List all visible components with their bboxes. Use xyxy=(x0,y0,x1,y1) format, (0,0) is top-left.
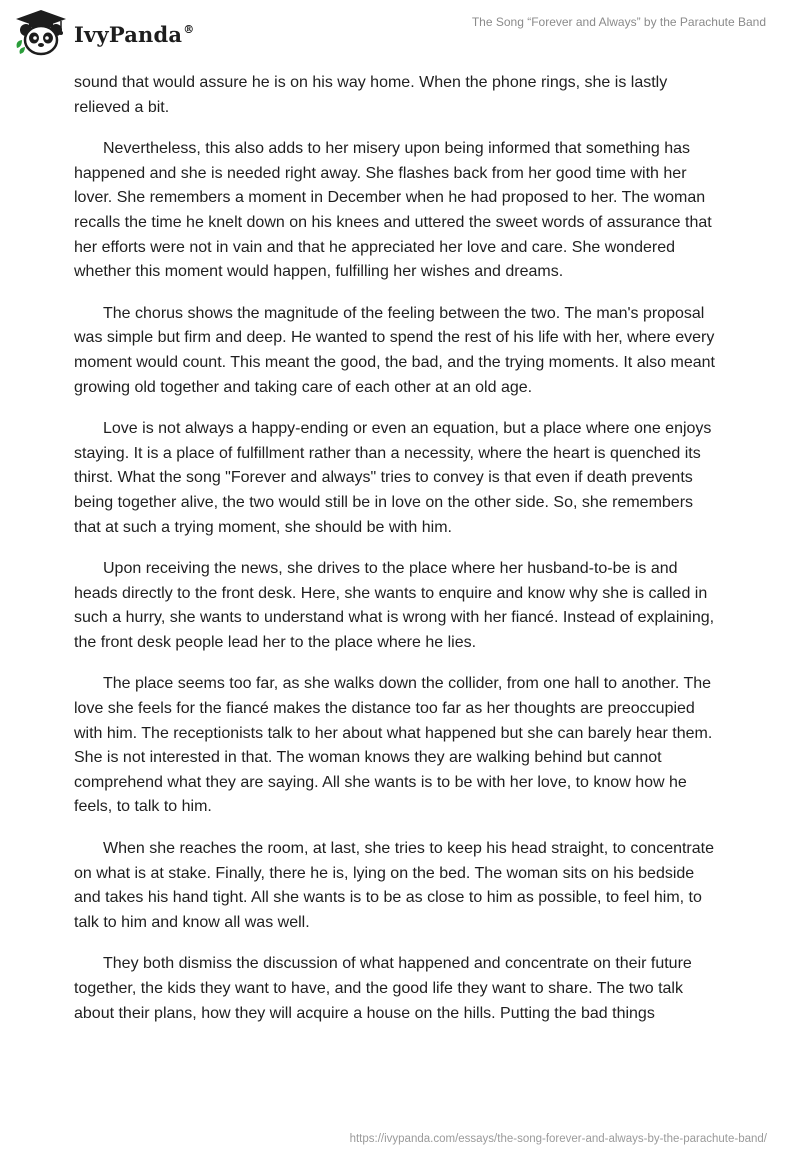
paragraph-7: When she reaches the room, at last, she tries to keep his head straight, to concentrate on what is at stake. Finally, there he is, lying on the bed. The woman sits on his bedside and takes his hand tight. All she wants is to be as close to him as possible, to feel him, to talk to him and know all was well. xyxy=(74,840,714,931)
paragraph-8: They both dismiss the discussion of what happened and concentrate on their future together, the kids they want to have, and the good life they want to share. The two talk about their plans, how they will acquire a house on the hills. Putting the bad things xyxy=(74,955,692,1022)
ivypanda-logo[interactable] xyxy=(14,8,194,56)
document-title: The Song “Forever and Always” by the Parachute Band xyxy=(471,15,766,29)
paragraph-1: sound that would assure he is on his way home. When the phone rings, she is lastly relieved a bit. xyxy=(74,74,668,116)
essay-body xyxy=(74,71,720,1043)
paragraph-6: The place seems too far, as she walks down the collider, from one hall to another. The love she feels for the fiancé makes the distance too far as her thoughts are preoccupied with him. The receptionists talk to her about what happened but she can barely hear them. She is not interested in that. The woman knows they are walking behind but cannot comprehend what they are saying. All she wants is to be with her love, to know how he feels, to talk to him. xyxy=(74,675,713,816)
page-header xyxy=(0,0,800,64)
source-url-link[interactable]: https://ivypanda.com/essays/the-song-forever-and-always-by-the-parachute-band/ xyxy=(349,1133,767,1145)
panda-graduate-icon xyxy=(14,8,68,56)
paragraph-5: Upon receiving the news, she drives to the place where her husband-to-be is and heads directly to the front desk. Here, she wants to enquire and know why she is called in such a hurry, she wants to understand what is wrong with her fiancé. Instead of explaining, the front desk people lead her to the place where he lies. xyxy=(74,560,715,651)
paragraph-2: Nevertheless, this also adds to her misery upon being informed that something has happened and she is needed right away. She flashes back from her good time with her lover. She remembers a moment in December when he had proposed to her. The woman recalls the time he knelt down on his knees and uttered the sweet words of assurance that her efforts were not in vain and that he appreciated her love and care. She wondered whether this moment would happen, fulfilling her wishes and dreams. xyxy=(74,140,712,281)
paragraph-4: Love is not always a happy-ending or even an equation, but a place where one enjoys staying. It is a place of fulfillment rather than a necessity, where the heart is quenched its thirst. What the song "Forever and always" tries to convey is that even if death prevents being together alive, the two would still be in love on the other side. So, she remembers that at such a trying moment, she should be with him. xyxy=(74,420,712,536)
paragraph-3: The chorus shows the magnitude of the feeling between the two. The man's proposal was simple but firm and deep. He wanted to spend the rest of his life with her, where every moment would count. This meant the good, the bad, and the trying moments. It also meant growing old together and taking care of each other at an old age. xyxy=(74,304,715,396)
registered-mark: ® xyxy=(183,22,195,36)
brand-name-text: IvyPanda xyxy=(74,21,183,47)
brand-name xyxy=(74,22,194,47)
